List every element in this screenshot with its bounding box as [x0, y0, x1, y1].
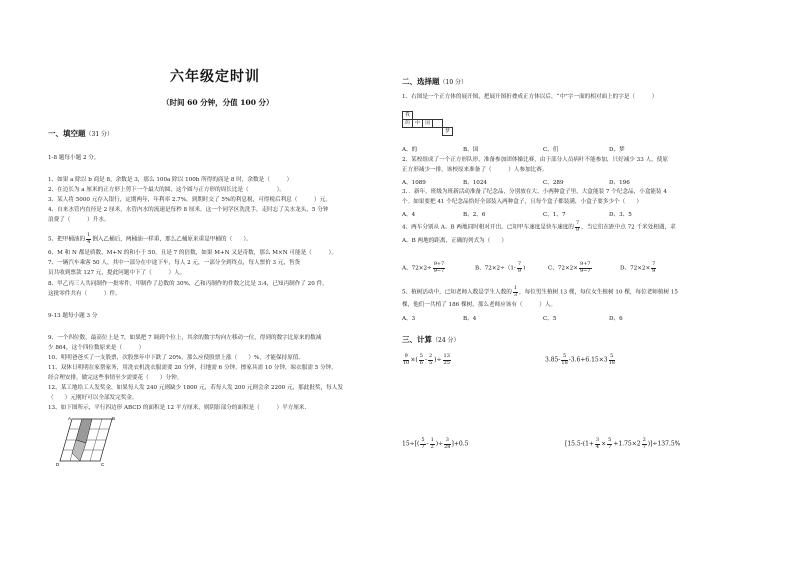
calc-expression-4: [15.5-(1+ $\frac{3}{4}$ × $\frac{5}{7}$ +1.75×2 $\frac{2}{7}$ )]÷137.5% [565, 437, 681, 450]
shaded-region [76, 419, 92, 443]
fraction: $\frac{7}{9}$ [575, 220, 580, 233]
group1-note: 1-8 题每小题 2 分。 [48, 155, 100, 161]
choice-question-2a: 2、某校组成了一个正方形队形，准备参加团体操比赛，由于部分人员病叶不能参加，只好减少 33 人，使原 [402, 157, 668, 163]
parallelogram-figure [56, 413, 116, 467]
cube-net [402, 111, 462, 135]
q3-option-c: C、1、7 [543, 212, 566, 218]
q4-option-d: D、72×2× $\frac{7}{9}$ [620, 261, 656, 274]
q2-option-a: A、1089 [402, 180, 426, 186]
q1-option-c: C、们 [543, 147, 559, 153]
q1-option-a: A、的 [402, 147, 418, 153]
q2-option-b: B、1024 [463, 180, 487, 186]
calc-expression-3: 15÷[( $\frac{5}{7}$ - $\frac{1}{2}$ )÷ $\frac{3}{28}$ ]+0.5 [402, 437, 469, 450]
page-subtitle: （时间 60 分钟，分值 100 分） [162, 98, 274, 107]
question-9a: 9、一个四位数，最高位上是 7，如果把 7 调到个位上，其余的数字均向左移动一位，得到的数字比原来的数减 [48, 335, 322, 341]
question-10: 10、明明爸爸买了一支股票，次股票年中下跌了 20%，那么应使股票上涨（ ）%，才能保持原值。 [48, 355, 304, 361]
question-4b: 浪费了（ ）升水。 [48, 217, 110, 223]
question-7a: 7、一辆汽车乘客 50 人，其中一部分在中途下车，每人 2 元，一部分全到终点，每人票价 3 元，售货 [48, 260, 301, 266]
q1-option-d: D、梦 [609, 147, 625, 153]
vertex-label-c: C [101, 462, 105, 467]
fraction: $\frac{1}{3}$ [513, 285, 518, 298]
q3-option-a: A、4 [402, 212, 416, 218]
question-12a: 12、某工地给工人发奖金，如果每人发 240 元则缺少 1800 元，若每人发 200 元则会余 2200 元，那此批奖，每人发 [48, 385, 343, 391]
choice-question-5a: 5、植树活动中，已知老师人数是学生人数的 $\frac{1}{3}$ ，每位男生植树 13 棵，每位女生植树 10 棵，每位老师植树 15 [402, 285, 678, 298]
q4-option-b: B、72×2÷（1- $\frac{7}{9}$ ) [475, 261, 526, 274]
question-7b: 员共收到票款 127 元，提此问题中下了（ ）人。 [48, 270, 186, 276]
choice-question-4c: A、B 两地的距离，正确的列式为（ ） [402, 238, 508, 244]
question-1: 1、如果 a 除以 b 商是 8，余数是 3，那么 100a 除以 100b 所得的商是 8 时，余数是（ ） [48, 177, 293, 183]
q5-option-c: C、5 [543, 316, 557, 322]
page-title: 六年级定时训 [170, 69, 260, 85]
question-12b: （ ）元刚好可以全部发完奖金。 [48, 395, 138, 401]
question-4a: 4、自来水管内直径是 2 厘米，水管内水的流速是每秒 8 厘米。这一个同学区洗洗手，走时忘了关水龙头，5 分钟 [48, 207, 329, 213]
q5-option-b: B、4 [463, 316, 477, 322]
question-5: 5、把甲桶油的 $\frac{1}{4}$ 倒入乙桶后，两桶油一样重，那么乙桶原来重是甲桶的（ ）。 [48, 232, 252, 245]
q5-option-a: A、3 [402, 316, 416, 322]
question-11a: 11、双休日明明在家帮家务，用洗衣机洗衣服需要 20 分钟，扫地需 6 分钟，擦家具需 10 分钟，晾衣服需 5 分钟， [48, 365, 337, 371]
choice-question-4a: 4、两车分别从 A、B 两地同时相对开出，已知甲车速度是快车速度的 $\frac{7}{9}$ ，当它们在距中点 72 千米处相遇，求 [402, 220, 676, 233]
q1-option-b: B、国 [463, 147, 479, 153]
calc-expression-1: $\frac{9}{10}$ ×( $\frac{5}{6}$ - $\frac{2}{5}$ )÷ $\frac{13}{25}$ [403, 353, 450, 366]
choice-question-3a: 3、．新年，班级为班新活动准备了纪念品，分别放在大、小两种盒子里，大盒能装 7 个纪念品，小盒能装 4 [402, 189, 667, 195]
choice-question-1: 1、右图是一个正方体的展开图，把展开图折叠成正方体以后，“中”字一面的相对面上的字是（ ） [402, 94, 658, 100]
section1-title: 一、填空题（31 分） [48, 129, 114, 138]
q2-option-d: D、196 [609, 180, 630, 186]
question-11b: 经合理安排，做完这些事情至少需要花（ ）分钟。 [48, 375, 183, 381]
q4-option-c: C、72×2× $\frac{9+7}{9-7}$ [548, 261, 591, 274]
section3-title: 三、计算（24 分） [402, 335, 460, 344]
group2-note: 9-13 题每小题 3 分 [48, 313, 98, 319]
net-cell: 我 [402, 111, 413, 120]
choice-question-2b: 正方形减少一排，该校原来准备了（ ）人参加比赛。 [402, 167, 548, 173]
net-cell: 中 [412, 119, 423, 128]
q3-option-d: D、3、5 [609, 212, 632, 218]
question-6: 6、M 和 N 都是质数，M+N 的和小于 50，且是 7 的倍数，如果 M+N 又是奇数，那么 M×N 可能是（ ）。 [48, 250, 337, 256]
shaded-region [72, 440, 86, 461]
section2-title: 二、选择题（10 分） [402, 77, 468, 86]
calc-expression-2: 3.85- $\frac{5}{18}$ -3.6+6.15×3 $\frac{5}{18}$ [545, 353, 615, 366]
net-cell: 的 [402, 119, 413, 128]
question-13: 13、如下图所示，平行四边形 ABCD 的面积是 12 平方厘米，则阴影部分的面积是（ ）平方厘米. [48, 405, 307, 411]
question-8a: 8、甲乙丙三人共同制作一批零件，甲制作了总数的 30%，乙和丙制作的件数之比是 3:4，已知丙制作了 20 件， [48, 281, 328, 287]
choice-question-3b: 个。如果要把 41 个纪念品恰好全部装入两种盒子，且每个盒子都装满，小盒子要多少个（ ） [402, 199, 643, 205]
fraction: $\frac{1}{4}$ [87, 232, 91, 245]
choice-question-5c: 棵，他们一共植了 186 棵树，那么老师应该有（ ）人。 [402, 302, 557, 308]
vertex-label-b: B [112, 416, 116, 421]
question-3: 3、某人将 5000 元存入银行，定期两年，年利率 2.7%，到期时交了 5%的利息税，可得税后利息（ ）元。 [48, 197, 331, 203]
q4-option-a: A、72×2÷ $\frac{9+7}{9-7}$ [402, 261, 445, 274]
vertex-label-a: A [68, 416, 72, 421]
q5-option-d: D、6 [609, 316, 623, 322]
question-2: 2、在边长为 a 厘米的正方形上剪下一个最大的圆，这个圆与正方形的周长比是（ ）。 [48, 187, 285, 193]
question-9b: 少 864，这个四位数原来是（ ） [48, 345, 145, 351]
q2-option-c: C、289 [543, 180, 564, 186]
q3-option-b: B、2、6 [463, 212, 486, 218]
net-cell: 梦 [442, 127, 453, 136]
question-8b: 这批零件共有（ ）件。 [48, 291, 121, 297]
vertex-label-d: D [56, 462, 60, 467]
net-cell: 国 [422, 119, 433, 128]
